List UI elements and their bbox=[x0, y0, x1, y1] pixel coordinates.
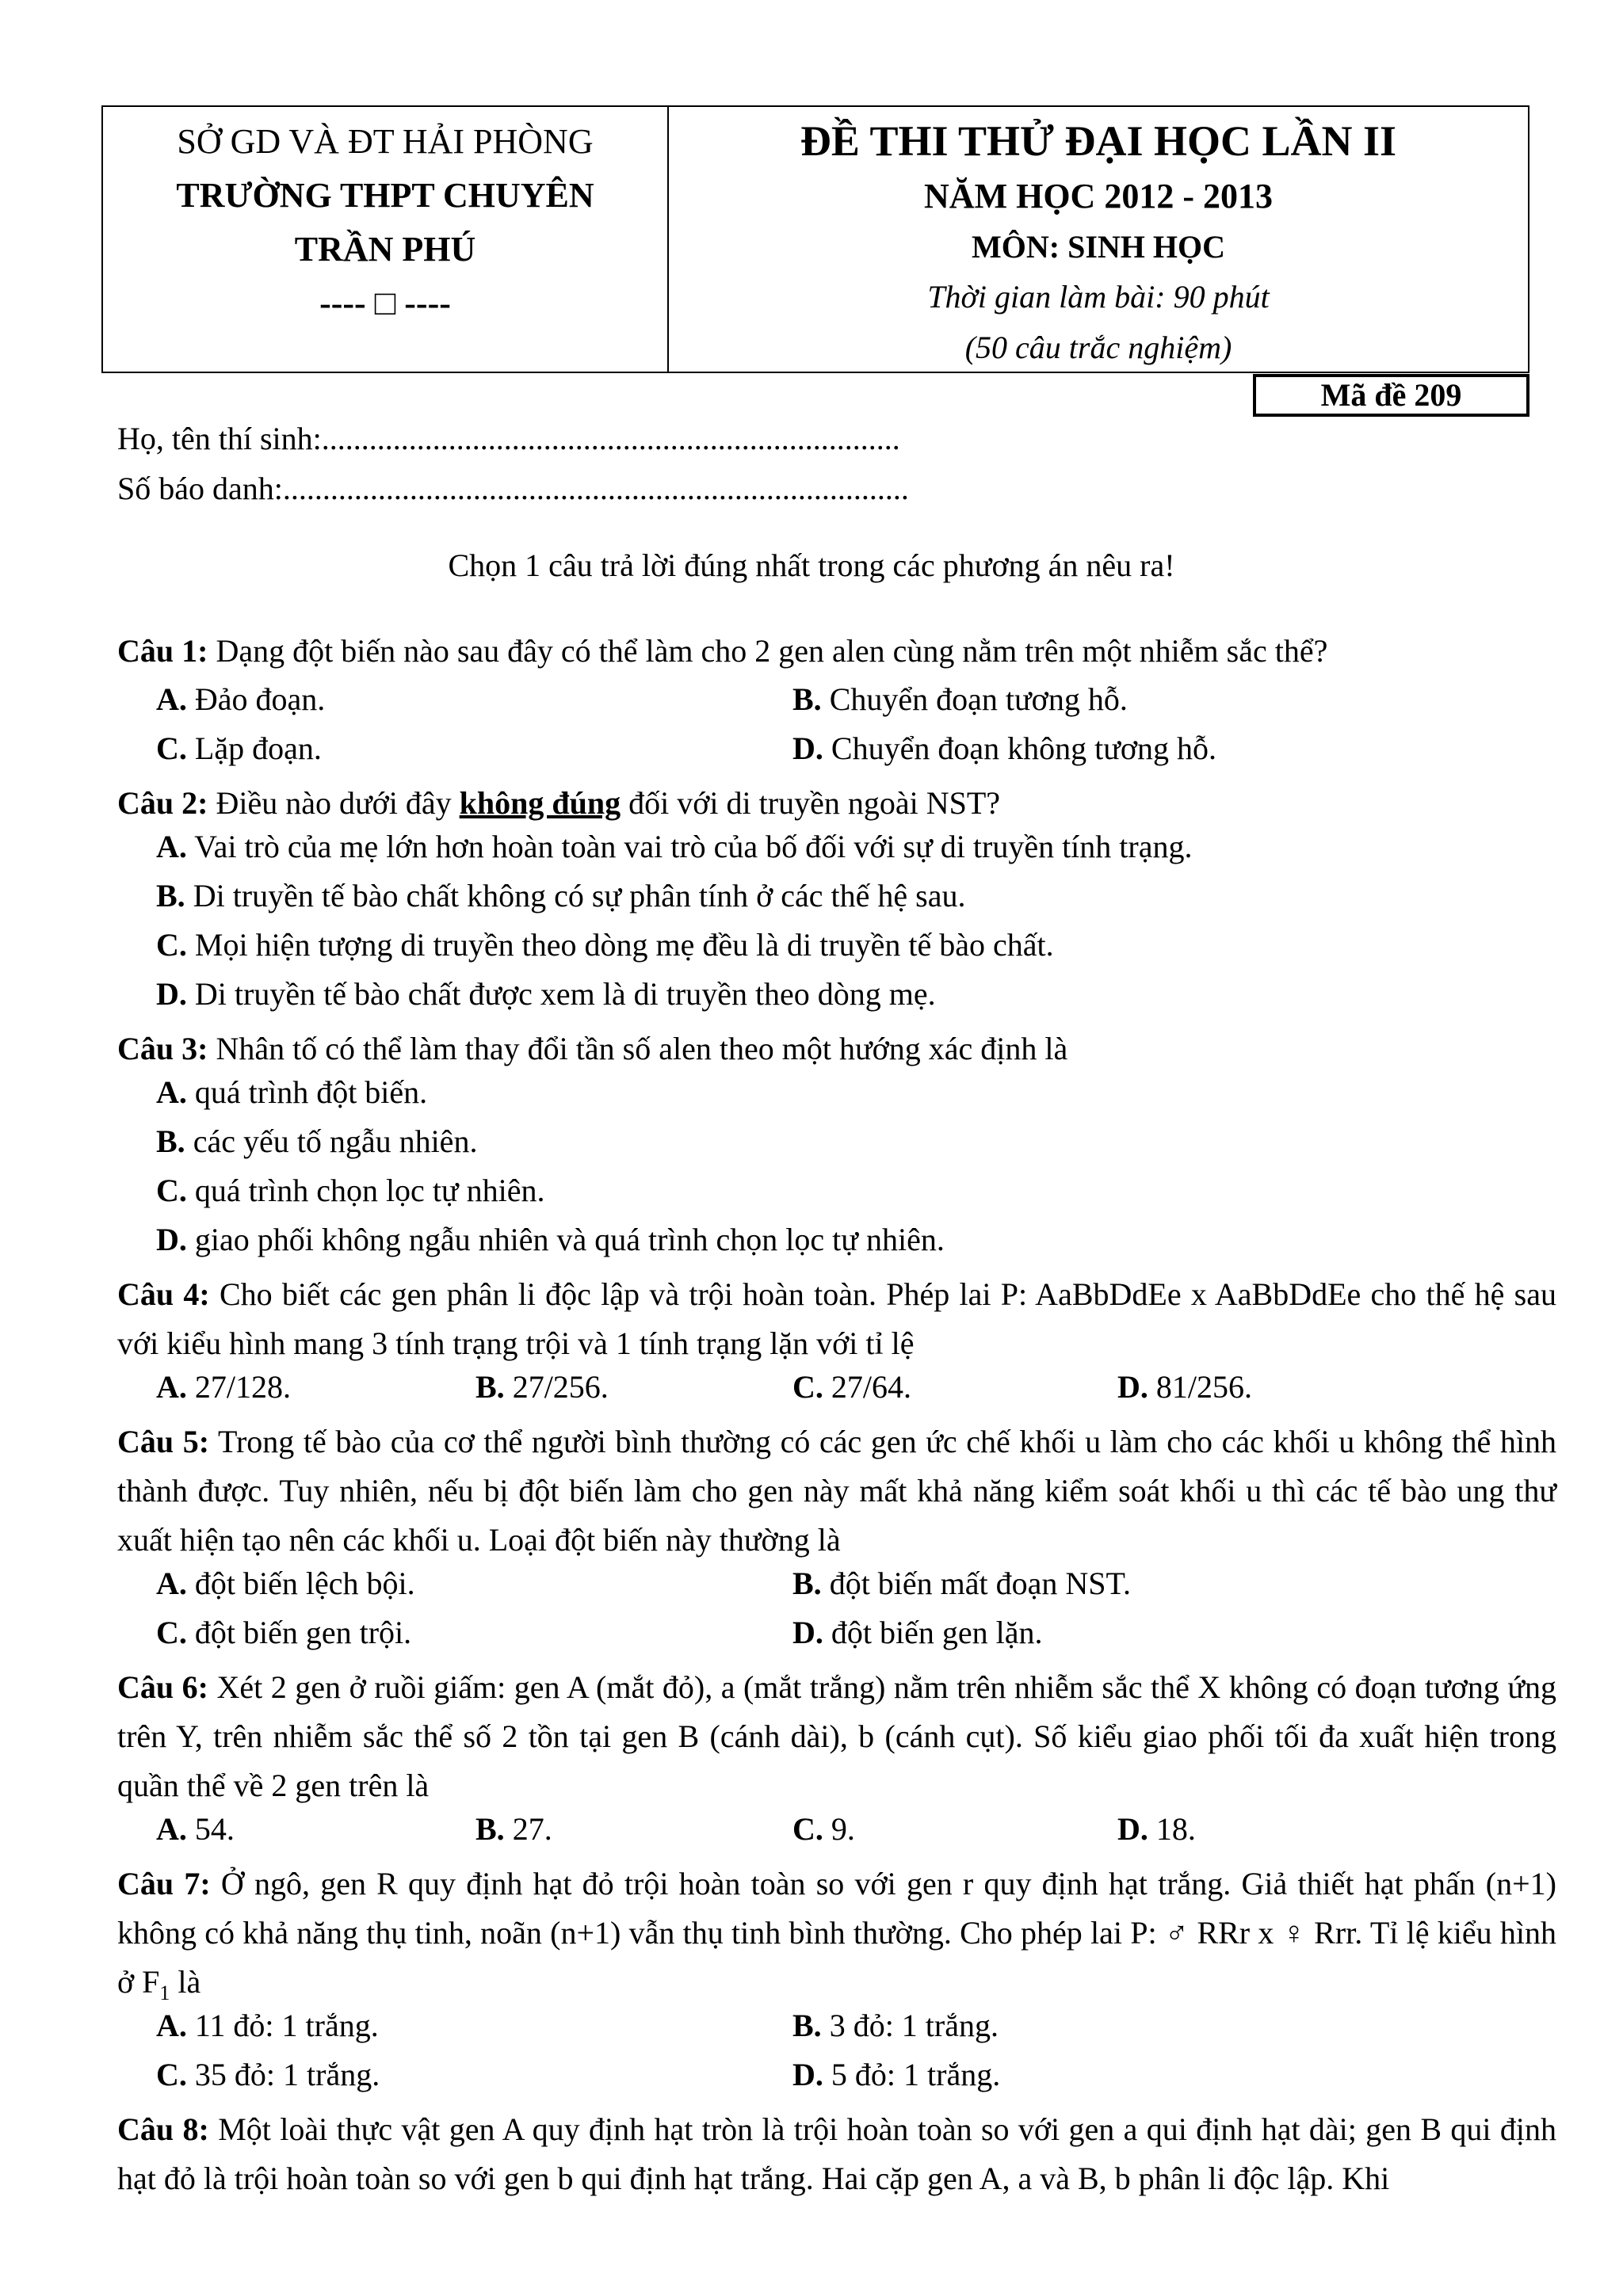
option-4a[interactable]: A. 27/128. bbox=[156, 1369, 292, 1405]
question-8: Câu 8: Một loài thực vật gen A quy định hạt tròn là trội hoàn toàn so với gen a qui định hạt dài; gen B qui định hạt đỏ là trội hoàn toàn so với gen b qui định hạt trắng. Hai cặp gen A, a và B, b phân li độc lập. Khi bbox=[117, 2111, 1557, 2196]
option-3c[interactable]: C. quá trình chọn lọc tự nhiên. bbox=[156, 1173, 545, 1208]
subject: MÔN: SINH HỌC bbox=[972, 229, 1225, 265]
instruction: Chọn 1 câu trả lời đúng nhất trong các phương án nêu ra! bbox=[448, 547, 1175, 583]
option-5c[interactable]: C. đột biến gen trội. bbox=[156, 1615, 412, 1650]
option-5a[interactable]: A. đột biến lệch bội. bbox=[156, 1566, 415, 1601]
option-3b[interactable]: B. các yếu tố ngẫu nhiên. bbox=[156, 1123, 478, 1159]
option-4d[interactable]: D. 81/256. bbox=[1117, 1369, 1253, 1405]
question-5: Câu 5: Trong tế bào của cơ thể người bình thường có các gen ức chế khối u làm cho các khối u không thể hình thành được. Tuy nhiên, nếu bị đột biến làm cho gen này mất khả năng kiểm soát khối u thì các tế bào ung thư xuất hiện tạo nên các khối u. Loại đột biến này thường là bbox=[117, 1424, 1556, 1558]
header-left bbox=[103, 107, 669, 372]
school-name-line1: TRƯỜNG THPT CHUYÊN bbox=[176, 176, 594, 215]
school-name-line2: TRẦN PHÚ bbox=[294, 230, 476, 269]
option-1a[interactable]: A. Đảo đoạn. bbox=[156, 681, 326, 717]
option-4b[interactable]: B. 27/256. bbox=[475, 1369, 609, 1405]
department-name: SỞ GD VÀ ĐT HẢI PHÒNG bbox=[177, 122, 594, 161]
question-4: Câu 4: Cho biết các gen phân li độc lập và trội hoàn toàn. Phép lai P: AaBbDdEe x AaBbDdEe cho thế hệ sau với kiểu hình mang 3 tính trạng trội và 1 tính trạng lặn với tỉ lệ bbox=[117, 1276, 1557, 1361]
option-2d[interactable]: D. Di truyền tế bào chất được xem là di truyền theo dòng mẹ. bbox=[156, 976, 936, 1012]
option-7a[interactable]: A. 11 đỏ: 1 trắng. bbox=[156, 2008, 379, 2043]
question-label: Câu 1: bbox=[117, 633, 208, 669]
question-6: Câu 6: Xét 2 gen ở ruồi giấm: gen A (mắt đỏ), a (mắt trắng) nằm trên nhiễm sắc thể X không có đoạn tương ứng trên Y, trên nhiễm sắc thể số 2 tồn tại gen B (cánh dài), b (cánh cụt). Số kiểu giao phối tối đa xuất hiện trong quần thể về 2 gen trên là bbox=[117, 1669, 1557, 1803]
exam-title: ĐỀ THI THỬ ĐẠI HỌC LẦN II bbox=[800, 117, 1397, 165]
question-3: Câu 3: Nhân tố có thể làm thay đổi tần số alen theo một hướng xác định là bbox=[117, 1031, 1068, 1066]
exam-code-box: Mã đề 209 bbox=[1253, 374, 1529, 417]
school-year: NĂM HỌC 2012 - 2013 bbox=[924, 177, 1273, 215]
question-count: (50 câu trắc nghiệm) bbox=[964, 330, 1232, 365]
option-5b[interactable]: B. đột biến mất đoạn NST. bbox=[792, 1566, 1131, 1601]
header-right bbox=[669, 107, 1528, 372]
option-6b[interactable]: B. 27. bbox=[475, 1811, 552, 1847]
question-7: Câu 7: Ở ngô, gen R quy định hạt đỏ trội hoàn toàn so với gen r quy định hạt trắng. Giả thiết hạt phấn (n+1) không có khả năng thụ tinh, noãn (n+1) vẫn thụ tinh bình thường. Cho phép lai P: ♂ RRr x ♀ Rrr. Tỉ lệ kiểu hình ở $F_1$ là bbox=[117, 1866, 1556, 2004]
option-7b[interactable]: B. 3 đỏ: 1 trắng. bbox=[792, 2008, 999, 2043]
question-1 bbox=[117, 627, 1556, 676]
time-limit: Thời gian làm bài: 90 phút bbox=[927, 279, 1270, 315]
option-1c[interactable]: C. Lặp đoạn. bbox=[156, 730, 322, 766]
option-4c[interactable]: C. 27/64. bbox=[792, 1369, 912, 1405]
option-3a[interactable]: A. quá trình đột biến. bbox=[156, 1074, 428, 1110]
option-5d[interactable]: D. đột biến gen lặn. bbox=[792, 1615, 1043, 1650]
candidate-number-line: Số báo danh:............................................................................... bbox=[117, 471, 909, 506]
question-text: Dạng đột biến nào sau đây có thể làm cho 2 gen alen cùng nằm trên một nhiễm sắc thể? bbox=[208, 633, 1328, 669]
emphasis-not-correct: không đúng bbox=[459, 785, 621, 821]
option-7d[interactable]: D. 5 đỏ: 1 trắng. bbox=[792, 2057, 1001, 2092]
option-2c[interactable]: C. Mọi hiện tượng di truyền theo dòng mẹ đều là di truyền tế bào chất. bbox=[156, 927, 1054, 963]
option-6a[interactable]: A. 54. bbox=[156, 1811, 235, 1847]
question-2: Câu 2: Điều nào dưới đây không đúng đối với di truyền ngoài NST? bbox=[117, 785, 1001, 821]
candidate-name-line: Họ, tên thí sinh:......................................................................... bbox=[117, 421, 900, 456]
option-2b[interactable]: B. Di truyền tế bào chất không có sự phân tính ở các thế hệ sau. bbox=[156, 878, 966, 913]
option-2a[interactable]: A. Vai trò của mẹ lớn hơn hoàn toàn vai trò của bố đối với sự di truyền tính trạng. bbox=[156, 829, 1193, 864]
option-1b[interactable]: B. Chuyển đoạn tương hỗ. bbox=[792, 681, 1128, 717]
header-box bbox=[101, 105, 1529, 373]
option-6c[interactable]: C. 9. bbox=[792, 1811, 855, 1847]
option-7c[interactable]: C. 35 đỏ: 1 trắng. bbox=[156, 2057, 380, 2092]
option-3d[interactable]: D. giao phối không ngẫu nhiên và quá trình chọn lọc tự nhiên. bbox=[156, 1222, 945, 1257]
option-6d[interactable]: D. 18. bbox=[1117, 1811, 1196, 1847]
header-divider: ---- □ ---- bbox=[319, 284, 451, 322]
option-1d[interactable]: D. Chuyển đoạn không tương hỗ. bbox=[792, 730, 1217, 766]
